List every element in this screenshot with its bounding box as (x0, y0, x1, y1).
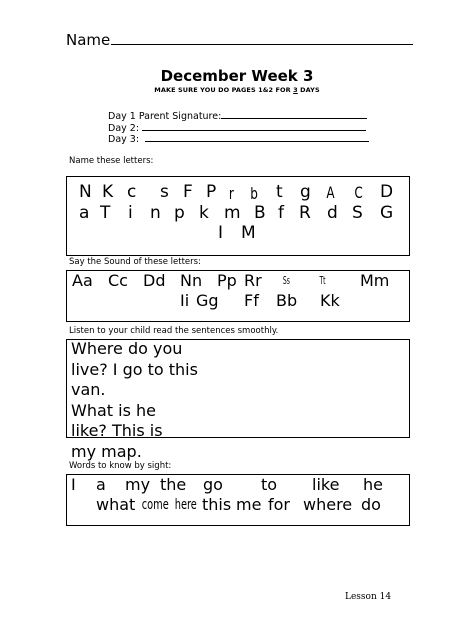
sight-word: come (141, 497, 169, 513)
letter-pair: Nn (180, 271, 203, 290)
letter: b (250, 184, 258, 203)
subtitle-days-number: 3 (293, 86, 298, 94)
sight-word: like (312, 475, 340, 494)
sight-word: do (361, 495, 381, 514)
sight-word: for (268, 495, 290, 514)
sentence-line: like? This is (71, 421, 163, 440)
letter-pair: Gg (196, 291, 219, 310)
sight-word: what (96, 495, 136, 514)
name-line (66, 30, 413, 49)
letter-pair: Pp (217, 271, 237, 290)
signature-blank[interactable] (221, 109, 367, 119)
letter-pair: Kk (320, 291, 340, 310)
letter: F (183, 182, 193, 202)
signature-day-3 (108, 132, 369, 145)
lesson-number: Lesson 14 (345, 592, 392, 602)
letter: T (100, 203, 111, 223)
sight-word: go (203, 475, 223, 494)
sight-word: where (303, 495, 353, 514)
signature-label: Day 1 Parent Signature: (108, 111, 222, 122)
sight-word: a (96, 475, 106, 494)
letter: m (224, 203, 241, 223)
letter-pair: Cc (108, 271, 128, 290)
letter: R (299, 203, 311, 223)
letter: C (354, 183, 363, 202)
sight-word: my (125, 475, 151, 494)
sight-words-label: Words to know by sight: (69, 461, 172, 471)
signature-blank[interactable] (142, 121, 366, 131)
sentence-line: van. (71, 380, 106, 399)
letter: P (206, 182, 217, 202)
page-title: December Week 3 (160, 67, 314, 85)
name-blank[interactable] (111, 30, 413, 45)
letter: N (79, 182, 92, 202)
letter: d (327, 203, 338, 223)
sight-word: to (261, 475, 278, 494)
letter: G (380, 203, 394, 223)
letter: t (276, 182, 283, 202)
letter-pair: Ii (180, 291, 190, 310)
sight-word: this (202, 495, 232, 514)
sight-word: I (71, 475, 76, 494)
letter: I (218, 223, 224, 243)
letter-pair: Rr (244, 271, 262, 290)
letter-pair: Ss (282, 274, 290, 287)
subtitle-text-end: DAYS (297, 86, 320, 94)
letter: g (300, 182, 311, 202)
letter: a (79, 203, 90, 223)
letter: s (160, 182, 169, 202)
letter-pair: Bb (276, 291, 298, 310)
letter: k (199, 203, 209, 223)
subtitle-text: MAKE SURE YOU DO PAGES 1&2 FOR (154, 86, 294, 94)
sentence-line: live? I go to this (71, 359, 198, 379)
sight-word: he (363, 475, 383, 494)
letter: n (150, 203, 161, 223)
sentence-line: my map. (71, 441, 142, 461)
letter: S (352, 203, 363, 223)
signature-label: Day 2: (108, 123, 140, 134)
sight-word: here (174, 497, 197, 513)
sentence-line: Where do you (71, 339, 183, 358)
letters-label: Name these letters: (69, 156, 154, 166)
letter: i (128, 203, 133, 223)
sentences-text (71, 339, 271, 462)
letter-pair: Aa (72, 271, 93, 290)
sounds-label: Say the Sound of these letters: (69, 257, 201, 267)
sentence-line: What is he (71, 400, 156, 420)
letter-pair: Mm (360, 271, 390, 290)
letter: f (278, 203, 284, 223)
letter: A (326, 183, 335, 202)
letter: B (254, 203, 266, 223)
signature-blank[interactable] (145, 132, 369, 142)
sight-word: me (236, 495, 262, 514)
letter-pair: Tt (319, 274, 326, 287)
letter: K (102, 182, 114, 202)
sentences-label: Listen to your child read the sentences smoothly. (69, 326, 279, 336)
letter: c (127, 182, 137, 202)
letter: D (380, 182, 394, 202)
letter: r (228, 184, 234, 203)
instructions-subtitle (0, 86, 474, 94)
name-label: Name (66, 31, 111, 49)
letter-pair: Dd (143, 271, 166, 290)
letter: p (174, 203, 185, 223)
sight-word: the (160, 475, 187, 494)
letter: M (241, 223, 256, 243)
letter-pair: Ff (244, 291, 259, 310)
signature-label: Day 3: (108, 134, 140, 145)
